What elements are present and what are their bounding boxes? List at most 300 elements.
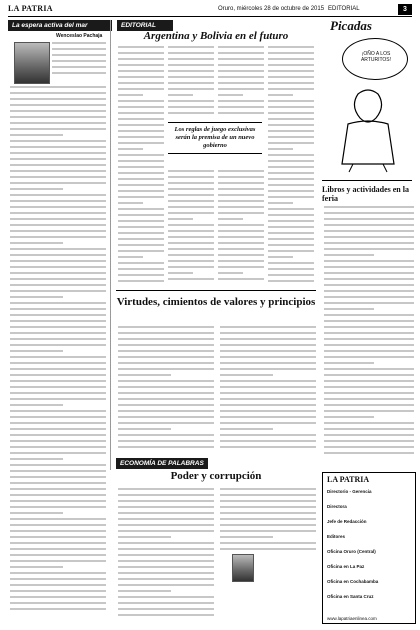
text-line-placeholder	[118, 238, 164, 240]
text-line-placeholder	[168, 248, 214, 250]
text-line-placeholder	[268, 148, 293, 150]
text-line-placeholder	[10, 428, 106, 430]
text-line-placeholder	[218, 176, 264, 178]
text-line-placeholder	[10, 284, 106, 286]
text-line-placeholder	[10, 194, 106, 196]
divider	[322, 180, 412, 181]
text-line-placeholder	[118, 268, 164, 270]
text-line-placeholder	[268, 226, 314, 228]
text-line-placeholder	[10, 506, 106, 508]
text-line-placeholder	[10, 188, 63, 190]
text-line-placeholder	[218, 218, 243, 220]
text-line-placeholder	[118, 184, 164, 186]
text-line-placeholder	[220, 416, 316, 418]
text-line-placeholder	[118, 404, 214, 406]
text-line-placeholder	[218, 236, 264, 238]
text-line-placeholder	[324, 350, 414, 352]
author-photo	[14, 42, 50, 84]
text-line-placeholder	[118, 422, 214, 424]
text-line-placeholder	[268, 118, 314, 120]
text-line-placeholder	[118, 602, 214, 604]
text-line-placeholder	[10, 278, 106, 280]
text-line-placeholder	[118, 338, 214, 340]
text-line-placeholder	[324, 404, 414, 406]
text-line-placeholder	[268, 256, 293, 258]
text-line-placeholder	[118, 500, 214, 502]
text-line-placeholder	[10, 272, 106, 274]
text-line-placeholder	[10, 236, 106, 238]
text-line-placeholder	[218, 52, 264, 54]
text-line-placeholder	[118, 226, 164, 228]
text-line-placeholder	[168, 46, 214, 48]
text-line-placeholder	[220, 524, 316, 526]
text-line-placeholder	[10, 536, 106, 538]
text-line-placeholder	[10, 290, 106, 292]
text-line-placeholder	[218, 224, 264, 226]
text-line-placeholder	[324, 332, 414, 334]
text-line-placeholder	[218, 260, 264, 262]
text-line-placeholder	[218, 100, 264, 102]
text-line-placeholder	[10, 392, 106, 394]
text-line-placeholder	[10, 140, 106, 142]
text-line-placeholder	[10, 602, 106, 604]
text-line-placeholder	[118, 488, 214, 490]
text-line-placeholder	[220, 494, 316, 496]
text-line-placeholder	[10, 566, 63, 568]
text-line-placeholder	[324, 272, 414, 274]
speech-bubble	[342, 38, 408, 80]
text-line-placeholder	[118, 386, 214, 388]
text-line-placeholder	[168, 70, 214, 72]
text-line-placeholder	[10, 362, 106, 364]
text-line-placeholder	[10, 266, 106, 268]
text-line-placeholder	[118, 64, 164, 66]
text-line-placeholder	[118, 112, 164, 114]
text-line-placeholder	[10, 170, 106, 172]
text-line-placeholder	[218, 278, 264, 280]
text-line-placeholder	[324, 338, 414, 340]
text-line-placeholder	[268, 76, 314, 78]
text-line-placeholder	[10, 218, 106, 220]
text-line-placeholder	[168, 112, 214, 114]
text-line-placeholder	[324, 260, 414, 262]
masthead-line: Oficina Oruro (Central)	[327, 549, 376, 554]
text-line-placeholder	[268, 250, 314, 252]
text-line-placeholder	[220, 434, 316, 436]
text-line-placeholder	[324, 452, 414, 454]
text-line-placeholder	[324, 236, 414, 238]
text-line-placeholder	[118, 584, 214, 586]
text-line-placeholder	[220, 374, 273, 376]
text-line-placeholder	[220, 350, 316, 352]
text-line-placeholder	[118, 220, 164, 222]
text-line-placeholder	[118, 190, 164, 192]
text-line-placeholder	[324, 230, 414, 232]
text-line-placeholder	[118, 416, 214, 418]
text-line-placeholder	[10, 572, 106, 574]
text-line-placeholder	[118, 124, 164, 126]
text-line-placeholder	[10, 410, 106, 412]
text-line-placeholder	[168, 64, 214, 66]
text-line-placeholder	[268, 100, 314, 102]
masthead-line: Oficina en Cochabamba	[327, 579, 379, 584]
text-line-placeholder	[220, 368, 316, 370]
text-line-placeholder	[10, 206, 106, 208]
text-line-placeholder	[118, 392, 214, 394]
text-line-placeholder	[324, 320, 414, 322]
text-line-placeholder	[118, 572, 214, 574]
brand-name: LA PATRIA	[8, 4, 53, 13]
text-line-placeholder	[118, 554, 214, 556]
text-line-placeholder	[10, 584, 106, 586]
speech-text: ¡OÑO A LOS ARTURITOS!	[360, 51, 392, 63]
text-line-placeholder	[268, 280, 314, 282]
text-line-placeholder	[324, 314, 414, 316]
text-line-placeholder	[118, 362, 214, 364]
text-line-placeholder	[118, 130, 164, 132]
text-line-placeholder	[168, 260, 214, 262]
text-line-placeholder	[118, 374, 171, 376]
text-line-placeholder	[10, 530, 106, 532]
text-line-placeholder	[218, 82, 264, 84]
text-line-placeholder	[168, 278, 214, 280]
text-line-placeholder	[218, 188, 264, 190]
text-line-placeholder	[10, 344, 106, 346]
text-line-placeholder	[118, 428, 171, 430]
text-line-placeholder	[10, 440, 106, 442]
text-line-placeholder	[324, 410, 414, 412]
text-line-placeholder	[10, 320, 106, 322]
text-line-placeholder	[324, 218, 414, 220]
editorial-pull-quote: Los reglas de juego exclusivas serán la premisa de un nuevo gobierno	[168, 122, 262, 154]
text-line-placeholder	[268, 202, 293, 204]
text-line-placeholder	[220, 488, 316, 490]
left-byline: Wenceslao Pachaja	[56, 33, 103, 39]
text-line-placeholder	[10, 560, 106, 562]
text-line-placeholder	[168, 94, 193, 96]
text-line-placeholder	[118, 160, 164, 162]
text-line-placeholder	[10, 374, 106, 376]
text-line-placeholder	[218, 248, 264, 250]
text-line-placeholder	[168, 200, 214, 202]
masthead-website: www.lapatriaenlinea.com	[327, 616, 377, 621]
text-line-placeholder	[10, 242, 63, 244]
text-line-placeholder	[168, 236, 214, 238]
text-line-placeholder	[118, 446, 214, 448]
page-header	[8, 4, 412, 17]
cartoon	[322, 18, 412, 178]
text-line-placeholder	[118, 250, 164, 252]
masthead-brand: LA PATRIA	[327, 475, 370, 484]
text-line-placeholder	[118, 548, 214, 550]
text-line-placeholder	[268, 52, 314, 54]
text-line-placeholder	[324, 302, 414, 304]
text-line-placeholder	[118, 52, 164, 54]
text-line-placeholder	[268, 130, 314, 132]
masthead-line: Oficina en La Paz	[327, 564, 365, 569]
issue-date: Oruro, miércoles 28 de octubre de 2015	[218, 6, 325, 12]
text-line-placeholder	[324, 290, 414, 292]
text-line-placeholder	[10, 416, 106, 418]
text-line-placeholder	[220, 398, 316, 400]
text-line-placeholder	[324, 356, 414, 358]
text-line-placeholder	[218, 242, 264, 244]
text-line-placeholder	[218, 94, 243, 96]
text-line-placeholder	[168, 170, 214, 172]
text-line-placeholder	[168, 182, 214, 184]
text-line-placeholder	[10, 260, 106, 262]
text-line-placeholder	[118, 172, 164, 174]
libros-headline: Libros y actividades en la feria	[322, 185, 409, 203]
text-line-placeholder	[118, 356, 214, 358]
text-line-placeholder	[118, 614, 214, 616]
text-line-placeholder	[218, 206, 264, 208]
text-line-placeholder	[118, 58, 164, 60]
text-line-placeholder	[118, 398, 214, 400]
text-line-placeholder	[268, 274, 314, 276]
text-line-placeholder	[10, 152, 106, 154]
text-line-placeholder	[324, 224, 414, 226]
masthead-line: Editores	[327, 534, 346, 539]
text-line-placeholder	[324, 278, 414, 280]
text-line-placeholder	[268, 244, 314, 246]
text-line-placeholder	[324, 296, 414, 298]
text-line-placeholder	[324, 308, 374, 310]
text-line-placeholder	[10, 254, 106, 256]
virtudes-headline: Virtudes, cimientos de valores y principios	[116, 296, 316, 308]
text-line-placeholder	[10, 596, 106, 598]
editorial-headline: Argentina y Bolivia en el futuro	[143, 30, 289, 42]
masthead-line: Directora	[327, 504, 347, 509]
text-line-placeholder	[10, 476, 106, 478]
text-line-placeholder	[324, 428, 414, 430]
masthead-line: Jefe de Redacción	[327, 519, 367, 524]
author-photo	[232, 554, 254, 582]
text-line-placeholder	[10, 446, 106, 448]
text-line-placeholder	[218, 266, 264, 268]
text-line-placeholder	[168, 218, 193, 220]
column-divider	[110, 20, 111, 470]
text-line-placeholder	[268, 106, 314, 108]
text-line-placeholder	[118, 344, 214, 346]
text-line-placeholder	[218, 212, 264, 214]
text-line-placeholder	[118, 494, 214, 496]
text-line-placeholder	[218, 106, 264, 108]
text-line-placeholder	[10, 578, 106, 580]
text-line-placeholder	[268, 94, 293, 96]
text-line-placeholder	[10, 338, 106, 340]
text-line-placeholder	[10, 404, 63, 406]
text-line-placeholder	[118, 326, 214, 328]
text-line-placeholder	[218, 76, 264, 78]
text-line-placeholder	[118, 332, 214, 334]
text-line-placeholder	[118, 118, 164, 120]
text-line-placeholder	[168, 100, 214, 102]
text-line-placeholder	[168, 266, 214, 268]
text-line-placeholder	[168, 52, 214, 54]
text-line-placeholder	[268, 262, 314, 264]
text-line-placeholder	[118, 530, 214, 532]
text-line-placeholder	[220, 446, 316, 448]
text-line-placeholder	[10, 422, 106, 424]
text-line-placeholder	[324, 326, 414, 328]
text-line-placeholder	[10, 158, 106, 160]
cartoon-title: Picadas	[330, 18, 372, 33]
text-line-placeholder	[118, 148, 143, 150]
text-line-placeholder	[118, 196, 164, 198]
text-line-placeholder	[10, 500, 106, 502]
text-line-placeholder	[10, 116, 106, 118]
text-line-placeholder	[268, 268, 314, 270]
text-line-placeholder	[268, 46, 314, 48]
economia-tag: ECONOMÍA DE PALABRAS	[116, 458, 208, 469]
text-line-placeholder	[220, 542, 316, 544]
text-line-placeholder	[268, 58, 314, 60]
text-line-placeholder	[118, 280, 164, 282]
text-line-placeholder	[118, 506, 214, 508]
text-line-placeholder	[324, 242, 414, 244]
text-line-placeholder	[118, 512, 214, 514]
text-line-placeholder	[118, 46, 164, 48]
text-line-placeholder	[10, 332, 106, 334]
text-line-placeholder	[10, 350, 63, 352]
text-line-placeholder	[324, 248, 414, 250]
text-line-placeholder	[268, 160, 314, 162]
text-line-placeholder	[168, 224, 214, 226]
text-line-placeholder	[118, 202, 143, 204]
text-line-placeholder	[52, 42, 106, 44]
text-line-placeholder	[118, 536, 171, 538]
text-line-placeholder	[118, 380, 214, 382]
text-line-placeholder	[168, 88, 214, 90]
text-line-placeholder	[324, 380, 414, 382]
text-line-placeholder	[52, 72, 106, 74]
text-line-placeholder	[218, 46, 264, 48]
text-line-placeholder	[168, 254, 214, 256]
text-line-placeholder	[10, 122, 106, 124]
text-line-placeholder	[220, 332, 316, 334]
text-line-placeholder	[324, 368, 414, 370]
text-line-placeholder	[168, 82, 214, 84]
text-line-placeholder	[268, 70, 314, 72]
text-line-placeholder	[118, 142, 164, 144]
text-line-placeholder	[268, 208, 314, 210]
text-line-placeholder	[52, 66, 106, 68]
text-line-placeholder	[220, 410, 316, 412]
text-line-placeholder	[10, 104, 106, 106]
text-line-placeholder	[220, 530, 316, 532]
text-line-placeholder	[268, 136, 314, 138]
text-line-placeholder	[168, 194, 214, 196]
text-line-placeholder	[324, 374, 414, 376]
text-line-placeholder	[118, 208, 164, 210]
text-line-placeholder	[268, 178, 314, 180]
text-line-placeholder	[268, 196, 314, 198]
text-line-placeholder	[118, 244, 164, 246]
text-line-placeholder	[118, 88, 164, 90]
text-line-placeholder	[118, 434, 214, 436]
text-line-placeholder	[324, 422, 414, 424]
text-line-placeholder	[168, 106, 214, 108]
text-line-placeholder	[10, 452, 106, 454]
text-line-placeholder	[168, 188, 214, 190]
text-line-placeholder	[10, 296, 63, 298]
text-line-placeholder	[10, 92, 106, 94]
text-line-placeholder	[268, 64, 314, 66]
text-line-placeholder	[268, 232, 314, 234]
cartoon-figure	[328, 84, 408, 174]
text-line-placeholder	[118, 542, 214, 544]
text-line-placeholder	[324, 386, 414, 388]
text-line-placeholder	[118, 214, 164, 216]
text-line-placeholder	[168, 58, 214, 60]
text-line-placeholder	[268, 172, 314, 174]
text-line-placeholder	[220, 344, 316, 346]
masthead-box	[322, 472, 416, 624]
text-line-placeholder	[10, 356, 106, 358]
text-line-placeholder	[10, 512, 63, 514]
text-line-placeholder	[118, 566, 214, 568]
text-line-placeholder	[10, 200, 106, 202]
text-line-placeholder	[168, 206, 214, 208]
text-line-placeholder	[52, 48, 106, 50]
section-label: EDITORIAL	[328, 6, 360, 12]
text-line-placeholder	[10, 434, 106, 436]
text-line-placeholder	[118, 560, 214, 562]
text-line-placeholder	[218, 58, 264, 60]
text-line-placeholder	[118, 440, 214, 442]
text-line-placeholder	[118, 256, 143, 258]
text-line-placeholder	[220, 326, 316, 328]
text-line-placeholder	[268, 154, 314, 156]
text-line-placeholder	[220, 548, 316, 550]
text-line-placeholder	[118, 70, 164, 72]
text-line-placeholder	[268, 184, 314, 186]
text-line-placeholder	[118, 262, 164, 264]
text-line-placeholder	[218, 64, 264, 66]
text-line-placeholder	[168, 230, 214, 232]
text-line-placeholder	[10, 248, 106, 250]
text-line-placeholder	[268, 190, 314, 192]
text-line-placeholder	[10, 134, 63, 136]
text-line-placeholder	[218, 182, 264, 184]
text-line-placeholder	[10, 542, 106, 544]
text-line-placeholder	[10, 230, 106, 232]
text-line-placeholder	[10, 554, 106, 556]
text-line-placeholder	[10, 110, 106, 112]
text-line-placeholder	[10, 458, 63, 460]
text-line-placeholder	[118, 578, 214, 580]
text-line-placeholder	[220, 380, 316, 382]
text-line-placeholder	[52, 60, 106, 62]
text-line-placeholder	[10, 398, 106, 400]
text-line-placeholder	[324, 416, 374, 418]
text-line-placeholder	[218, 194, 264, 196]
text-line-placeholder	[218, 254, 264, 256]
text-line-placeholder	[220, 404, 316, 406]
text-line-placeholder	[324, 446, 414, 448]
text-line-placeholder	[10, 302, 106, 304]
text-line-placeholder	[268, 238, 314, 240]
masthead-line: Oficina en Santa Cruz	[327, 594, 374, 599]
text-line-placeholder	[218, 112, 264, 114]
left-column-tag: La espera activa del mar	[8, 20, 112, 31]
text-line-placeholder	[10, 482, 106, 484]
text-line-placeholder	[10, 464, 106, 466]
text-line-placeholder	[118, 100, 164, 102]
text-line-placeholder	[118, 136, 164, 138]
editorial-tag: EDITORIAL	[117, 20, 173, 31]
